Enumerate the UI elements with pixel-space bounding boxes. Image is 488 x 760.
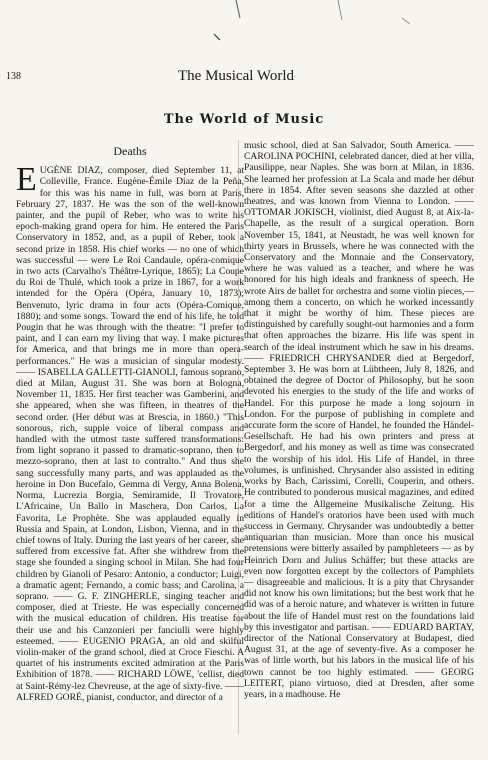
left-column-body: UGÈNE DIAZ, composer, died September 11, at Colleville, France. Eugène-Émile Diaz de la Peña, for this was his name in full, was born at Paris, February 27, 1837. He was the son of the well-known painter, and the pupil of Reber, who was to write his epoch-making grand opera for him. He entered the Paris Conservatory in 1852, and, as a pupil of Reber, took a second prize in 1858. His chief works — no one of which was successful — were Le Roi Candaule, opéra-comique in two acts (Carvalho's Théâtre-Lyrique, 1865); La Coupe du Roi de Thulé, which took a prize in 1867, for a work intended for the Opéra (Opéra, January 10, 1873); Benvenuto, lyric drama in four acts (Opéra-Comique, 1880); and some songs. Toward the end of his life, he told Pougin that he was through with the theatre: "I prefer to paint, and I can earn my living that way. I make pictures for America, and that brings me in more than opera-performances." He was a musician of singular modesty. —— ISABELLA GALLETTI-GIANOLI, famous soprano, died at Milan, August 31. She was born at Bologna, November 11, 1835. Her first teacher was Gamberini, and she appeared, when she was fifteen, in theatres of the second order. (Her début was at Brescia, in 1860.) "This sonorous, rich, supple voice of liberal compass and handled with the utmost taste suffered transformations: from light soprano it passed to dramatic-soprano, then to mezzo-soprano, then at last to contralto." And thus she sang successfully many parts, and was applauded as the heroine in Don Bucefalo, Gemma di Vergy, Anna Bolena, Norma, Lucrezia Borgia, Semiramide, Il Trovatore, L'Africaine, Un Ballo in Maschera, Don Carlos, La Favorita, Le Prophète. She was applauded equally in Russia and Spain, at London, Lisbon, Vienna, and in the chief towns of Italy. During the last years of her career, she suffered from excessive fat. After she withdrew from the stage she founded a singing school in Milan. She had four children by Gianoli of Pesaro: Antonio, a conductor; Luigi, a dramatic agent; Fernando, a comic bass; and Carolina, a soprano. —— G. F. ZINGHERLE, singing teacher and composer, died at Trieste. He was especially concerned with the musical education of children. His treatise for their use and his Canzonieri per fanciulli were highly esteemed. —— EUGENIO PRAGA, an old and skilful violin-maker of the grand school, died at Croce Fieschi. A quartet of his instruments excited admiration at the Paris Exhibition of 1878. —— RICHARD LÖWE, 'cellist, died at Saint-Rémy-lez Chevreuse, at the age of sixty-five. —— ALFRED GORÉ, pianist, conductor, and director of a <box>16 165 244 703</box>
section-title: The World of Music <box>163 112 325 127</box>
left-column <box>16 140 244 703</box>
scan-marks <box>0 0 488 60</box>
page-header <box>6 68 466 86</box>
running-title: The Musical World <box>178 68 294 84</box>
drop-cap: E <box>16 161 37 199</box>
page-number: 138 <box>6 71 21 82</box>
right-column-text: music school, died at San Salvador, South America. —— CAROLINA POCHINI, celebrated dancer, died at her villa, Pausilippe, near Naples. She was born at Milan, in 1836. She learned her profession at La Scala and made her début there in 1854. After seven seasons she dazzled at other theatres, and was known from Vienna to London. —— OTTOMAR JOKISCH, violinist, died August 8, at Aix-la-Chapelle, as the result of a surgical operation. Born November 15, 1841, at Neustadt, he was well known for thirty years in Brussels, where he was connected with the Conservatory and the Monnaie and the Conservatory, where he was valued as a teacher, and where he was honored for his high ideals and frankness of speech. He wrote Airs de ballet for orchestra and some violin pieces,— among them a concerto, on which he worked incessantly that it might be worthy of him. These pieces are distinguished by carefully sought-out harmonies and a form that often approaches the bizarre. His life was spent in search of the ideal instrument which he saw in his dreams. —— FRIEDRICH CHRYSANDER died at Bergedorf, September 3. He was born at Lübtheen, July 8, 1826, and obtained the degree of Doctor of Philosophy, but he soon devoted his energies to the study of the life and works of Handel. For this purpose he made a long sojourn in London. For the purpose of publishing in complete and accurate form the score of Handel, he founded the Händel-Gesellschaft. He had his own printers and press at Bergedorf, and his money as well as time was consecrated to the worship of his idol. His Life of Handel, in three volumes, is unfinished. Chrysander also assisted in editing works by Bach, Carissimi, Corelli, Couperin, and others. He contributed to ponderous musical magazines, and edited for a time the Allgemeine Musikalische Zeitung. His editions of Handel's oratorios have been used with much success in Germany. Chrysander was undoubtedly a better antiquarian than musician. More than once his musical pretensions were bitterly assailed by pamphleteers — as by Heinrich Dorn and Julius Schäffer; but these attacks are even now forgotten except by the collectors of Pamphlets — disagreeable and malicious. It is a pity that Chrysander did not know his own limitations; but the best work that he did was of a heroic nature, and whatever is written in future about the life of Handel must rest on the foundations laid by this investigator and partisan. —— EDUARD BARTAY, director of the National Conservatory at Budapest, died August 31, at the age of seventy-five. As a composer he was of little worth, but his labors in the musical life of his town cannot be too highly estimated. —— GEORG LEITERT, piano virtuoso, died at Dresden, after some years, in a madhouse. He <box>244 140 474 700</box>
deaths-heading: Deaths <box>113 144 147 158</box>
right-column <box>244 140 474 700</box>
left-column-text <box>16 161 244 703</box>
